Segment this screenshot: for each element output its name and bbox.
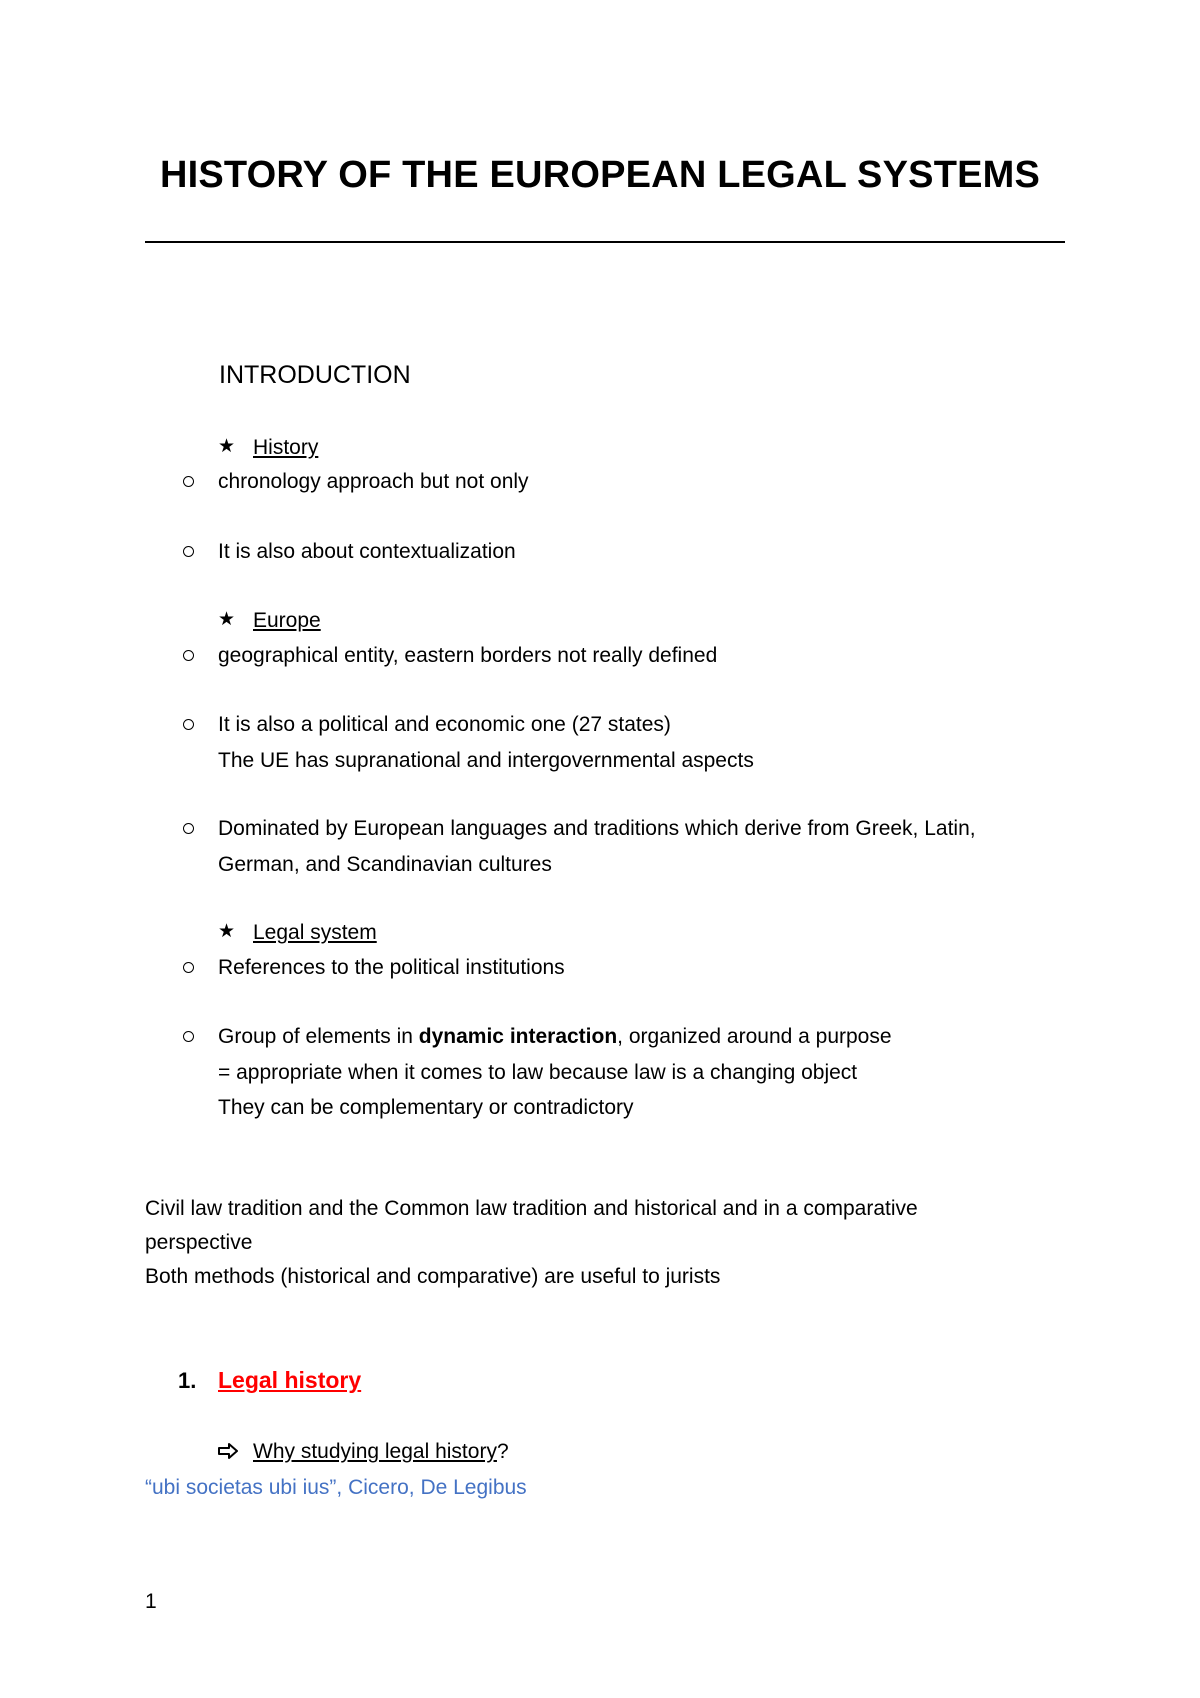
star-bullet-icon: ★ <box>218 921 236 942</box>
circle-bullet-icon <box>183 650 194 661</box>
list-item: chronology approach but not only <box>218 470 529 493</box>
section-heading-legal-history: Legal history <box>218 1367 362 1393</box>
sub-question-suffix: ? <box>496 1440 509 1463</box>
title-underline-rule <box>145 241 1065 243</box>
text-run: , organized around a purpose <box>617 1025 892 1048</box>
list-item: It is also a political and economic one (27 states) <box>218 713 671 736</box>
list-item: References to the political institutions <box>218 956 565 979</box>
quote: “ubi societas ubi ius”, Cicero, De Legibus <box>145 1476 527 1499</box>
list-item <box>218 1026 892 1047</box>
section-label-legal-system: Legal system <box>253 921 377 944</box>
list-item-continuation: They can be complementary or contradictory <box>218 1096 634 1119</box>
introduction-heading: INTRODUCTION <box>219 361 411 389</box>
bold-term: dynamic interaction <box>418 1025 618 1048</box>
section-label-europe: Europe <box>253 609 321 632</box>
section-label-history: History <box>253 436 319 459</box>
paragraph-line: Civil law tradition and the Common law tradition and historical and in a comparative <box>145 1197 918 1220</box>
sub-question <box>253 1441 509 1462</box>
star-bullet-icon: ★ <box>218 609 236 630</box>
circle-bullet-icon <box>183 546 194 557</box>
star-bullet-icon: ★ <box>218 436 236 457</box>
document-title: HISTORY OF THE EUROPEAN LEGAL SYSTEMS <box>159 154 1041 196</box>
circle-bullet-icon <box>183 823 194 834</box>
paragraph-line: perspective <box>145 1231 253 1254</box>
circle-bullet-icon <box>183 719 194 730</box>
section-number: 1. <box>178 1368 197 1393</box>
text-run: Group of elements in <box>218 1025 419 1048</box>
list-item: geographical entity, eastern borders not really defined <box>218 644 718 667</box>
sub-question-label: Why studying legal history <box>253 1440 497 1463</box>
circle-bullet-icon <box>183 1031 194 1042</box>
page-number: 1 <box>145 1590 157 1613</box>
circle-bullet-icon <box>183 962 194 973</box>
list-item-continuation: = appropriate when it comes to law because law is a changing object <box>218 1061 858 1084</box>
list-item: Dominated by European languages and traditions which derive from Greek, Latin, <box>218 817 976 840</box>
list-item: It is also about contextualization <box>218 540 516 563</box>
arrow-right-icon <box>218 1442 238 1460</box>
list-item-continuation: The UE has supranational and intergovernmental aspects <box>218 749 754 772</box>
circle-bullet-icon <box>183 476 194 487</box>
list-item-continuation: German, and Scandinavian cultures <box>218 853 552 876</box>
paragraph-line: Both methods (historical and comparative) are useful to jurists <box>145 1265 721 1288</box>
